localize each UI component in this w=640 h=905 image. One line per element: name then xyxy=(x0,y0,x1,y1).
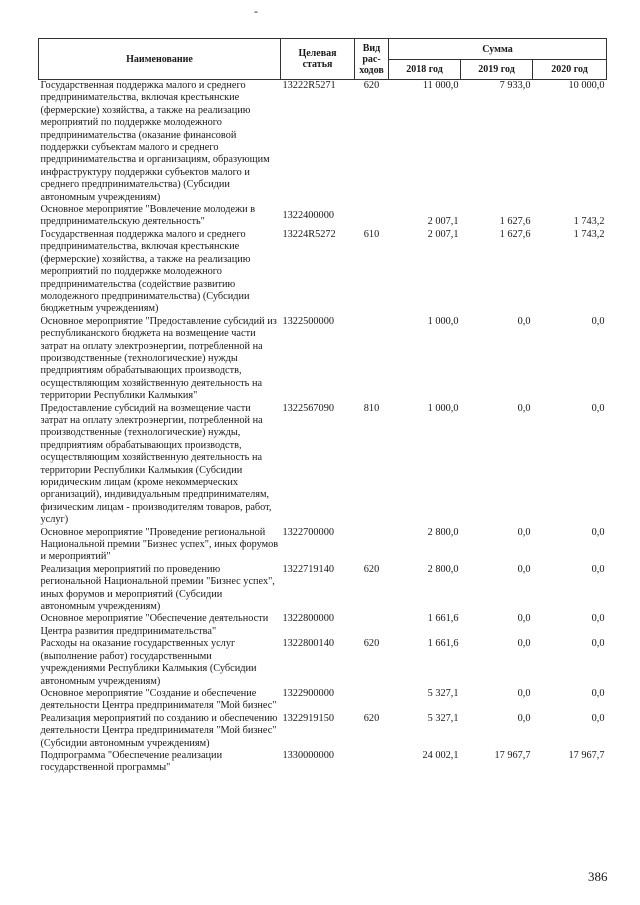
row-code: 1330000000 xyxy=(282,749,334,761)
row-2019: 0,0 xyxy=(517,687,531,699)
row-2018: 1 000,0 xyxy=(427,402,459,414)
row-name: Основное мероприятие "Вовлечение молодежи в предпринимательскую деятельность" xyxy=(40,204,256,228)
row-name: Расходы на оказание государственных услуг (выполнение работ) государственными учреждениями Республики Калмыкия (Субсидии автономным учреждениям) xyxy=(40,638,257,687)
row-type xyxy=(355,316,389,403)
table-row xyxy=(39,613,607,638)
table-row xyxy=(39,204,607,229)
header-2020: 2020 год xyxy=(533,60,607,80)
row-code: 1322400000 xyxy=(282,210,334,222)
row-code: 1322900000 xyxy=(282,687,334,699)
row-type xyxy=(355,613,389,638)
table-row xyxy=(39,713,607,750)
row-name: Предоставление субсидий на возмещение части затрат на оплату электроэнергии, потребленной на производственные (технологические) нужды, предприятиям обрабатывающих производств, осуществляющим хозяйственную деятельность на территории Республики Калмыкия (Субсидии юридическим лицам (кроме некоммерческих организаций), индивидуальным предпринимателям, физическим лицам - производителям товаров, работ, услуг) xyxy=(40,402,272,526)
row-type: 810 xyxy=(363,402,380,414)
row-2020: 1 743,2 xyxy=(573,216,605,228)
row-2019: 7 933,0 xyxy=(461,80,533,205)
header-target: Целевая статья xyxy=(281,39,355,80)
row-type xyxy=(355,204,389,229)
row-code: 1322800140 xyxy=(282,638,334,650)
row-type: 620 xyxy=(363,638,380,650)
row-2020: 0,0 xyxy=(591,712,605,724)
row-type xyxy=(355,688,389,713)
row-2020: 0,0 xyxy=(591,687,605,699)
row-code: 1322719140 xyxy=(282,563,334,575)
row-name: Основное мероприятие "Проведение региональной Национальной премии "Бизнес успех", иных форумов и мероприятий" xyxy=(40,526,279,563)
row-code: 1322800000 xyxy=(282,613,334,625)
row-2020: 0,0 xyxy=(591,563,605,575)
row-name: Государственная поддержка малого и среднего предпринимательства, включая крестьянские (фермерские) хозяйства, а также на реализацию мероприятий по поддержке молодежного предпринимательства (содействие развитию молодежного предпринимательства) (Субсидии бюджетным учреждениям) xyxy=(40,228,251,315)
row-2020: 0,0 xyxy=(591,613,605,625)
row-2018: 5 327,1 xyxy=(427,687,459,699)
row-2018: 5 327,1 xyxy=(427,712,459,724)
top-mark: - xyxy=(254,4,258,18)
table-row xyxy=(39,316,607,403)
table-row xyxy=(39,403,607,527)
table-row xyxy=(39,527,607,564)
row-2019: 17 967,7 xyxy=(494,749,531,761)
row-code: 1322500000 xyxy=(282,315,334,327)
row-type xyxy=(355,750,389,775)
row-code: 1322700000 xyxy=(282,526,334,538)
table-row xyxy=(39,564,607,614)
row-2019: 0,0 xyxy=(517,638,531,650)
row-2018: 1 000,0 xyxy=(427,315,459,327)
table-header xyxy=(39,39,607,80)
row-2018: 11 000,0 xyxy=(389,80,461,205)
row-code: 13224R5272 xyxy=(282,228,336,240)
row-code: 1322919150 xyxy=(282,712,334,724)
row-2018: 2 007,1 xyxy=(427,228,459,240)
row-type: 620 xyxy=(355,80,389,205)
table-row xyxy=(39,750,607,775)
row-2020: 0,0 xyxy=(591,315,605,327)
row-2019: 0,0 xyxy=(517,402,531,414)
header-2018: 2018 год xyxy=(389,60,461,80)
header-name: Наименование xyxy=(39,39,281,80)
row-type: 610 xyxy=(363,228,380,240)
header-2019: 2019 год xyxy=(461,60,533,80)
row-2018: 24 002,1 xyxy=(422,749,459,761)
row-2019: 0,0 xyxy=(517,613,531,625)
row-name: Основное мероприятие "Предоставление субсидий из республиканского бюджета на возмещение части затрат на оплату электроэнергии, потребленной на производственные (технологические) нужды предприятиям обрабатывающих производств, осуществляющим хозяйственную деятельность на территории Республики Калмыкия" xyxy=(40,315,277,402)
row-name: Реализация мероприятий по проведению региональной Национальной премии "Бизнес успех", иных форумов и мероприятий (Субсидии автономным учреждениям) xyxy=(40,563,275,613)
row-2018: 2 800,0 xyxy=(427,563,459,575)
row-code: 13222R5271 xyxy=(281,80,355,205)
row-name: Основное мероприятие "Обеспечение деятельности Центра развития предпринимательства" xyxy=(40,613,269,637)
row-type: 620 xyxy=(363,712,380,724)
budget-table xyxy=(38,38,607,775)
table-row xyxy=(39,229,607,316)
row-name: Подпрограмма "Обеспечение реализации государственной программы" xyxy=(40,749,223,774)
row-2018: 1 661,6 xyxy=(427,613,459,625)
row-2019: 1 627,6 xyxy=(499,216,531,228)
row-type: 620 xyxy=(363,563,380,575)
row-2020: 0,0 xyxy=(591,638,605,650)
row-2019: 0,0 xyxy=(517,563,531,575)
row-2020: 1 743,2 xyxy=(573,228,605,240)
row-2019: 0,0 xyxy=(517,315,531,327)
row-2020: 0,0 xyxy=(591,526,605,538)
table-row xyxy=(39,688,607,713)
row-2020: 17 967,7 xyxy=(568,749,605,761)
table-row xyxy=(39,80,607,205)
table-body xyxy=(39,80,607,775)
row-2020: 0,0 xyxy=(591,402,605,414)
row-name: Государственная поддержка малого и среднего предпринимательства, включая крестьянские (фермерские) хозяйства, а также на реализацию мероприятий по поддержке молодежного предпринимательства (оказание финансовой поддержки субъектам малого и среднего предпринимательства и организациям, образующим инфраструктуру поддержки субъектов малого и среднего предпринимательства) (Субсидии автономным учреждениям) xyxy=(39,80,281,205)
row-2018: 2 800,0 xyxy=(427,526,459,538)
row-2020: 10 000,0 xyxy=(533,80,607,205)
page-number: 386 xyxy=(588,869,608,884)
row-name: Основное мероприятие "Создание и обеспечение деятельности Центра предпринимателя "Мой бизнес" xyxy=(40,687,277,712)
row-2019: 0,0 xyxy=(517,712,531,724)
header-type: Вид рас-ходов xyxy=(355,39,389,80)
row-2019: 1 627,6 xyxy=(499,228,531,240)
row-name: Реализация мероприятий по созданию и обеспечению деятельности Центра предпринимателя "Мой бизнес" (Субсидии автономным учреждениям) xyxy=(40,712,278,749)
row-code: 1322567090 xyxy=(282,402,334,414)
row-2018: 1 661,6 xyxy=(427,638,459,650)
row-2019: 0,0 xyxy=(517,526,531,538)
row-2018: 2 007,1 xyxy=(427,216,459,228)
row-type xyxy=(355,527,389,564)
table-row xyxy=(39,638,607,688)
header-sum: Сумма xyxy=(389,39,607,60)
